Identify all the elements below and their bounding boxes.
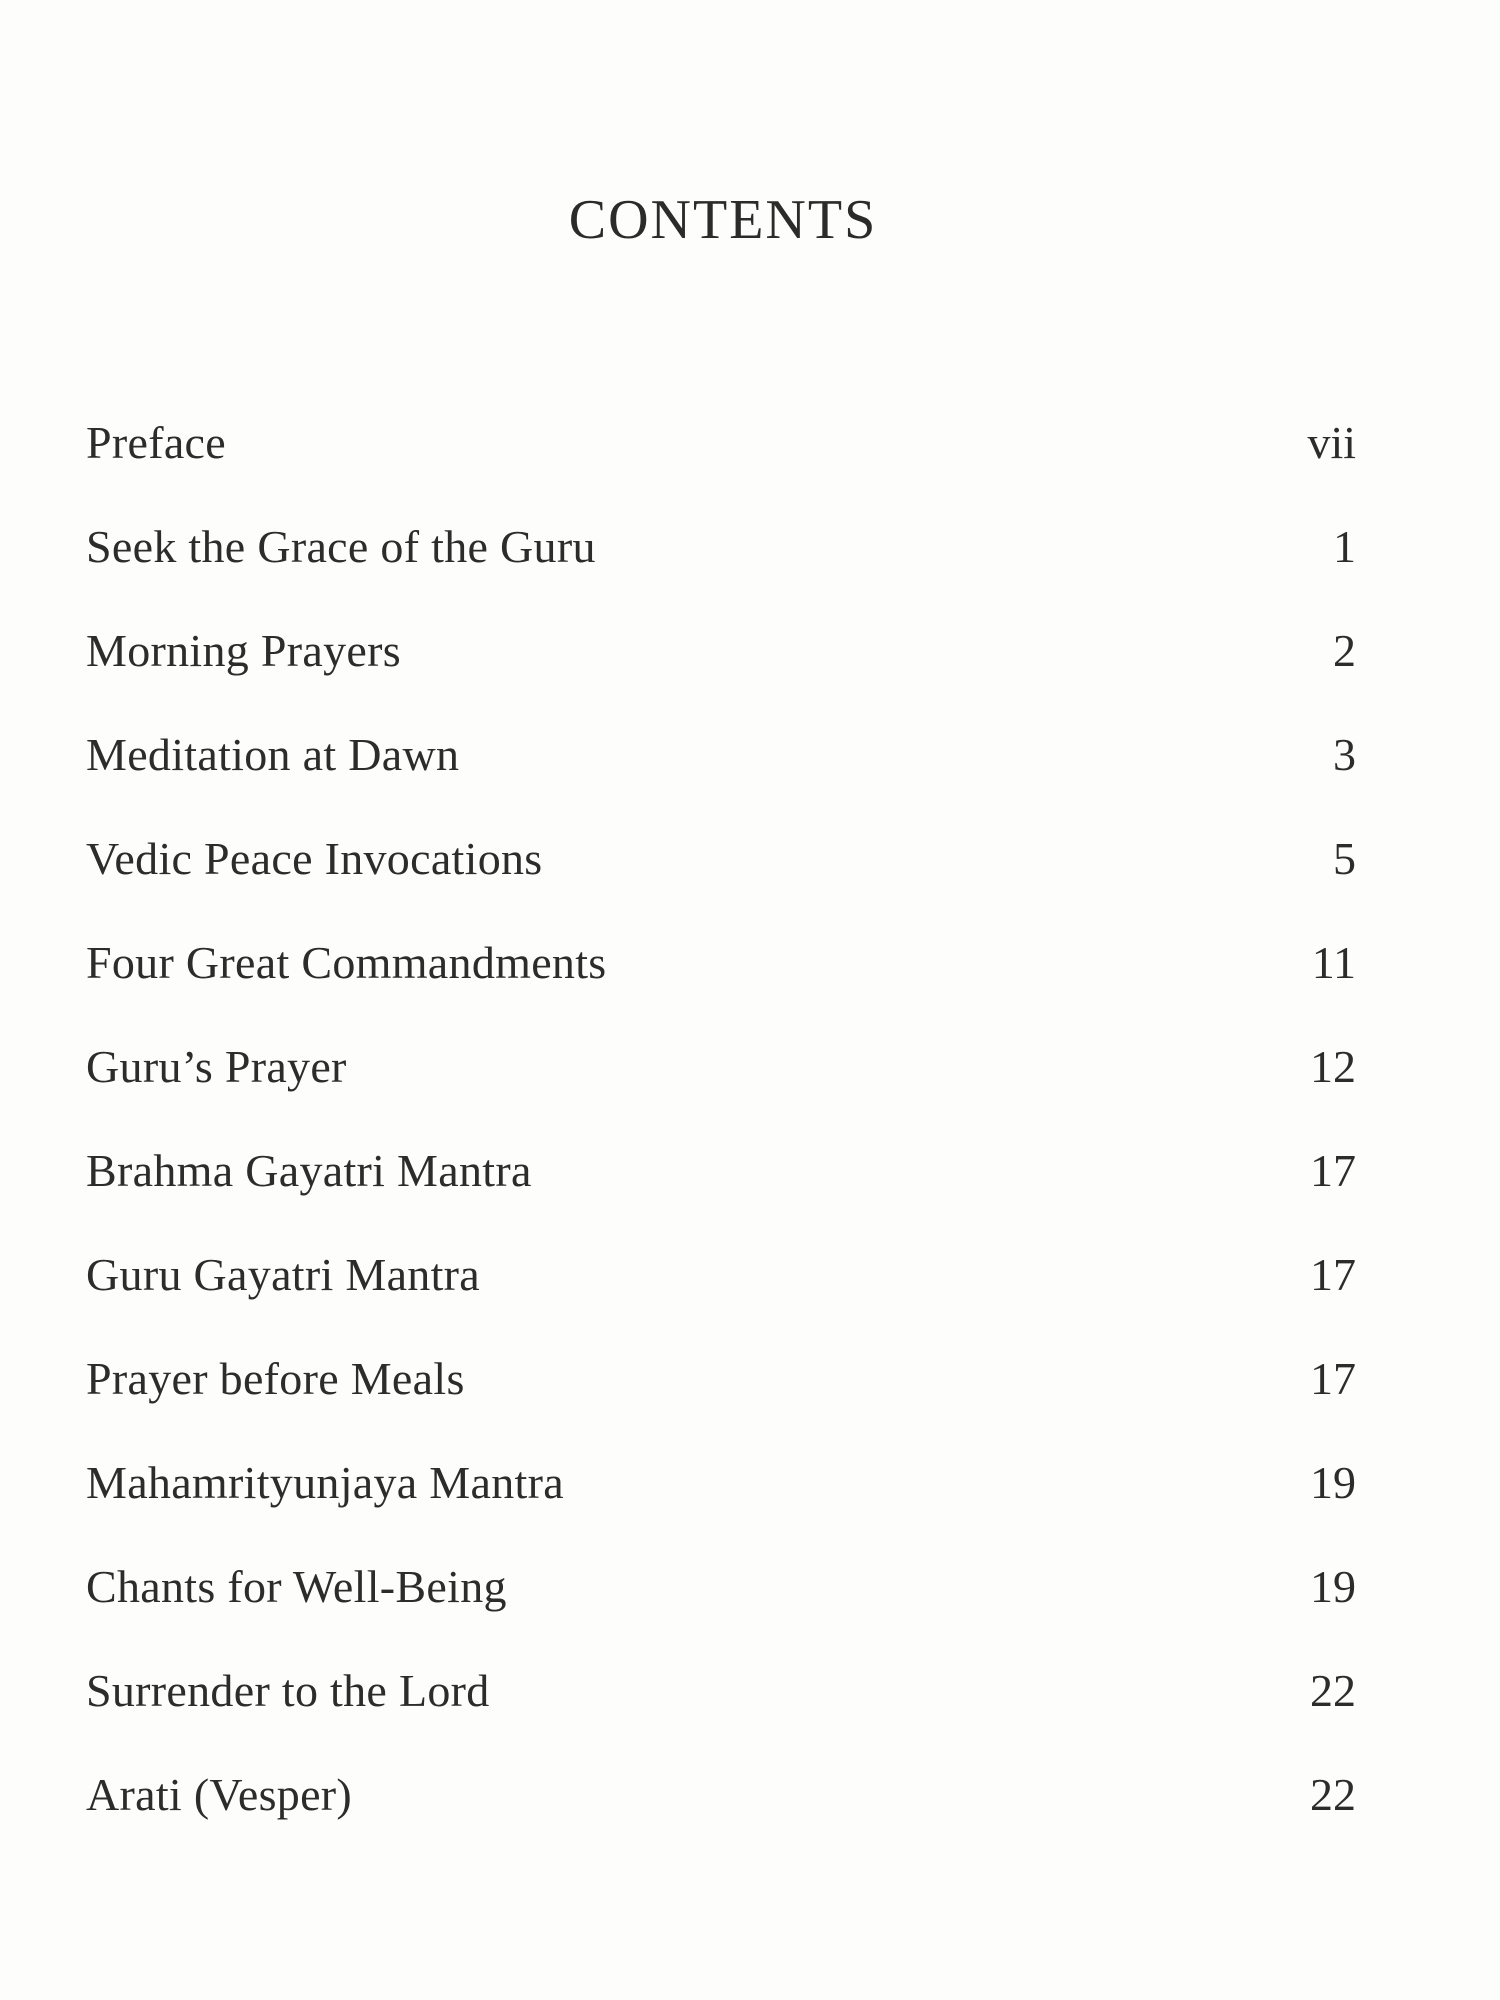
toc-entry-prayer-before-meals[interactable]: [86, 1352, 1356, 1456]
toc-entry-mahamrityunjaya[interactable]: [86, 1456, 1356, 1560]
toc-entry-page: 17: [1310, 1145, 1356, 1196]
toc-entry-seek-the-grace[interactable]: [86, 520, 1356, 624]
toc-entry-page: 3: [1333, 729, 1356, 780]
toc-entry-title: Guru Gayatri Mantra: [86, 1249, 481, 1300]
toc-entry-surrender[interactable]: [86, 1664, 1356, 1768]
toc-entry-title: Arati (Vesper): [86, 1769, 353, 1820]
table-of-contents: [86, 416, 1356, 1872]
toc-entry-morning-prayers[interactable]: [86, 624, 1356, 728]
toc-entry-page: 5: [1333, 833, 1356, 884]
toc-entry-four-commandments[interactable]: [86, 936, 1356, 1040]
toc-entry-page: 2: [1333, 625, 1356, 676]
toc-entry-title: Morning Prayers: [86, 625, 401, 676]
toc-entry-meditation-at-dawn[interactable]: [86, 728, 1356, 832]
toc-entry-page: 17: [1310, 1353, 1356, 1404]
page-title: CONTENTS: [568, 189, 878, 251]
toc-entry-page: 22: [1310, 1769, 1356, 1820]
toc-entry-page: 22: [1310, 1665, 1356, 1716]
toc-entry-preface[interactable]: [86, 416, 1356, 520]
toc-entry-page: 11: [1311, 937, 1356, 988]
toc-entry-title: Preface: [86, 417, 226, 468]
toc-entry-title: Chants for Well-Being: [86, 1561, 507, 1612]
toc-entry-title: Surrender to the Lord: [86, 1665, 490, 1716]
toc-entry-title: Guru’s Prayer: [86, 1041, 347, 1092]
toc-entry-title: Mahamrityunjaya Mantra: [86, 1457, 564, 1508]
toc-entry-title: Four Great Commandments: [86, 937, 607, 988]
toc-entry-title: Seek the Grace of the Guru: [86, 521, 596, 572]
toc-entry-arati[interactable]: [86, 1768, 1356, 1872]
toc-entry-page: 19: [1310, 1561, 1356, 1612]
toc-entry-guru-gayatri[interactable]: [86, 1248, 1356, 1352]
toc-entry-page: vii: [1307, 417, 1356, 468]
toc-entry-title: Vedic Peace Invocations: [86, 833, 543, 884]
toc-entry-title: Brahma Gayatri Mantra: [86, 1145, 532, 1196]
toc-entry-page: 19: [1310, 1457, 1356, 1508]
toc-entry-page: 1: [1333, 521, 1356, 572]
toc-entry-vedic-peace[interactable]: [86, 832, 1356, 936]
toc-entry-page: 17: [1310, 1249, 1356, 1300]
toc-entry-brahma-gayatri[interactable]: [86, 1144, 1356, 1248]
toc-entry-title: Prayer before Meals: [86, 1353, 465, 1404]
toc-entry-title: Meditation at Dawn: [86, 729, 460, 780]
toc-entry-gurus-prayer[interactable]: [86, 1040, 1356, 1144]
toc-entry-chants-well-being[interactable]: [86, 1560, 1356, 1664]
toc-entry-page: 12: [1310, 1041, 1356, 1092]
